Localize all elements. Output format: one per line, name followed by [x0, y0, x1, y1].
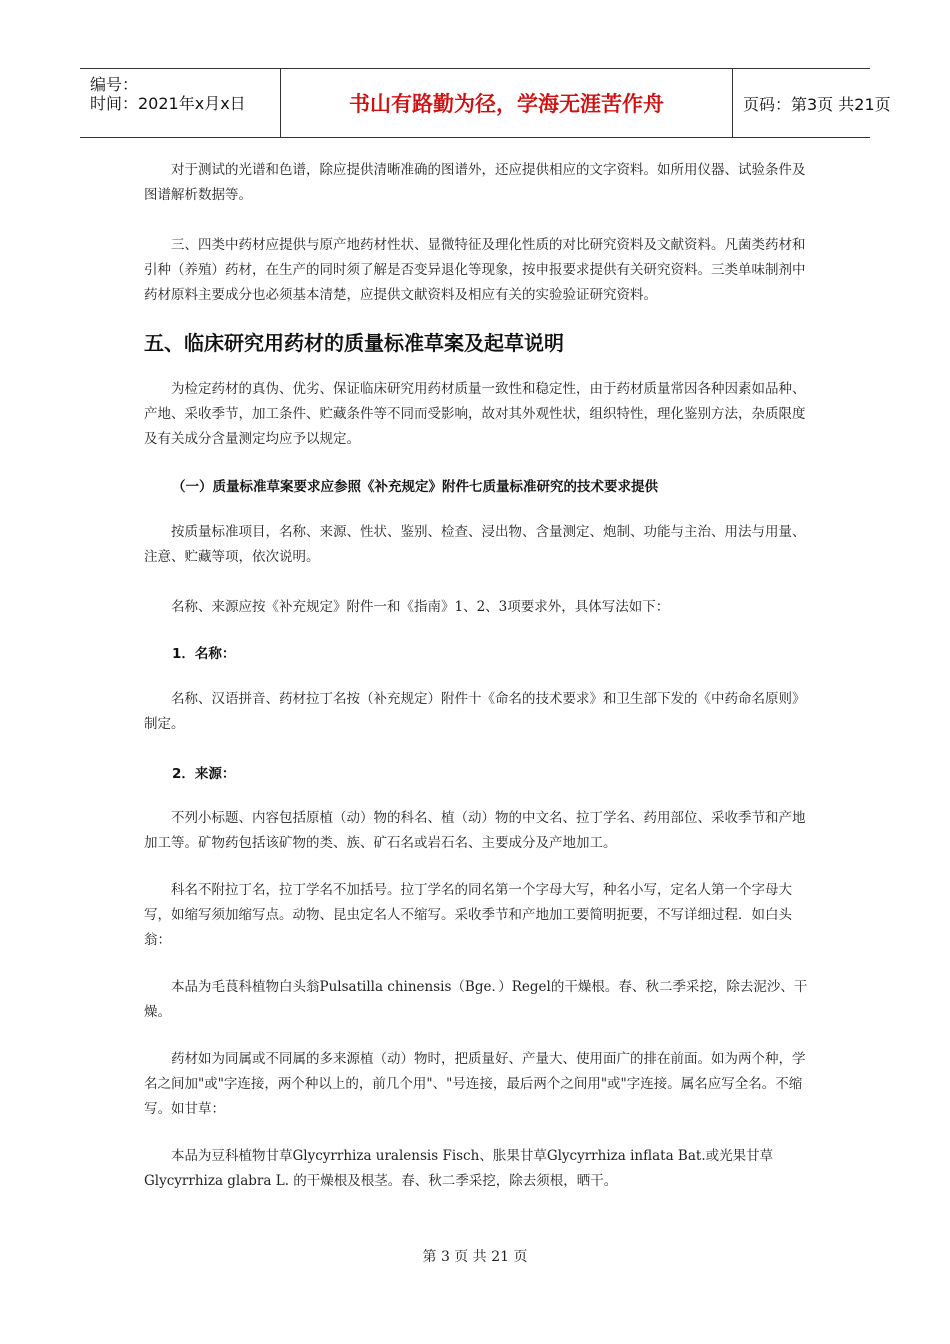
paragraph-naming: 名称、汉语拼音、药材拉丁名按（补充规定）附件十《命名的技术要求》和卫生部下发的《中药命名原则》制定。: [144, 691, 806, 732]
section-title: 五、临床研究用药材的质量标准草案及起草说明: [144, 331, 564, 355]
subsection-title: （一）质量标准草案要求应参照《补充规定》附件七质量标准研究的技术要求提供: [172, 479, 658, 495]
page-footer: 第 3 页 共 21 页: [422, 1249, 528, 1265]
paragraph-example-pulsatilla: 本品为毛茛科植物白头翁Pulsatilla chinensis（Bge．）Regel的干燥根。春、秋二季采挖，除去泥沙、干燥。: [144, 979, 808, 1020]
paragraph-latin-names: 科名不附拉丁名，拉丁学名不加括号。拉丁学名的同名第一个字母大写，种名小写，定名人第一个字母大写，如缩写须加缩写点。动物、昆虫定名人不缩写。采收季节和产地加工要简明扼要，不写详细过程．如白头翁：: [144, 882, 792, 948]
header-motto: 书山有路勤为径，学海无涯苦作舟: [281, 69, 733, 137]
header-meta-cell: [80, 69, 281, 137]
paragraph-name-source: 名称、来源应按《补充规定》附件一和《指南》1、2、3项要求外，具体写法如下：: [171, 599, 670, 615]
paragraph-source-content: 不列小标题、内容包括原植（动）物的科名、植（动）物的中文名、拉丁学名、药用部位、采收季节和产地加工等。矿物药包括该矿物的类、族、矿石名或岩石名、主要成分及产地加工。: [144, 810, 806, 851]
item-title-source: 2．来源：: [172, 766, 236, 782]
header-page-info: 页码：第3页 共21页: [743, 94, 891, 114]
paragraph-items: 按质量标准项目，名称、来源、性状、鉴别、检查、浸出物、含量测定、炮制、功能与主治、用法与用量、注意、贮藏等项，依次说明。: [144, 524, 806, 565]
paragraph-class-3-4: 三、四类中药材应提供与原产地药材性状、显微特征及理化性质的对比研究资料及文献资料。凡菌类药材和引种（养殖）药材，在生产的同时须了解是否变异退化等现象，按申报要求提供有关研究资料。三类单味制剂中药材原料主要成分也必须基本清楚，应提供文献资料及相应有关的实验验证研究资料。: [144, 237, 806, 303]
item-title-name: 1．名称：: [172, 646, 236, 662]
paragraph-example-glycyrrhiza: 本品为豆科植物甘草Glycyrrhiza uralensis Fisch、胀果甘草Glycyrrhiza inflata Bat.或光果甘草Glycyrrhiza glabra L. 的干燥根及根茎。春、秋二季采挖，除去须根，晒干。: [144, 1148, 774, 1189]
paragraph-spectra: 对于测试的光谱和色谱，除应提供清晰准确的图谱外，还应提供相应的文字资料。如所用仪器、试验条件及图谱解析数据等。: [144, 162, 806, 203]
doc-number-label: 编号：: [90, 75, 139, 94]
paragraph-purpose: 为检定药材的真伪、优劣、保证临床研究用药材质量一致性和稳定性，由于药材质量常因各种因素如品种、产地、采收季节，加工条件、贮藏条件等不同而受影响，故对其外观性状，组织特性，理化鉴别方法，杂质限度及有关成分含量测定均应予以规定。: [144, 381, 806, 447]
doc-date-label: 时间：2021年x月x日: [90, 94, 246, 113]
paragraph-multi-source: 药材如为同属或不同属的多来源植（动）物时，把质量好、产量大、使用面广的排在前面。如为两个种，学名之间加"或"字连接，两个种以上的，前几个用"、"号连接，最后两个之间用"或"字连接。属名应写全名。不缩写。如甘草：: [144, 1051, 806, 1117]
page-header: [80, 68, 891, 138]
